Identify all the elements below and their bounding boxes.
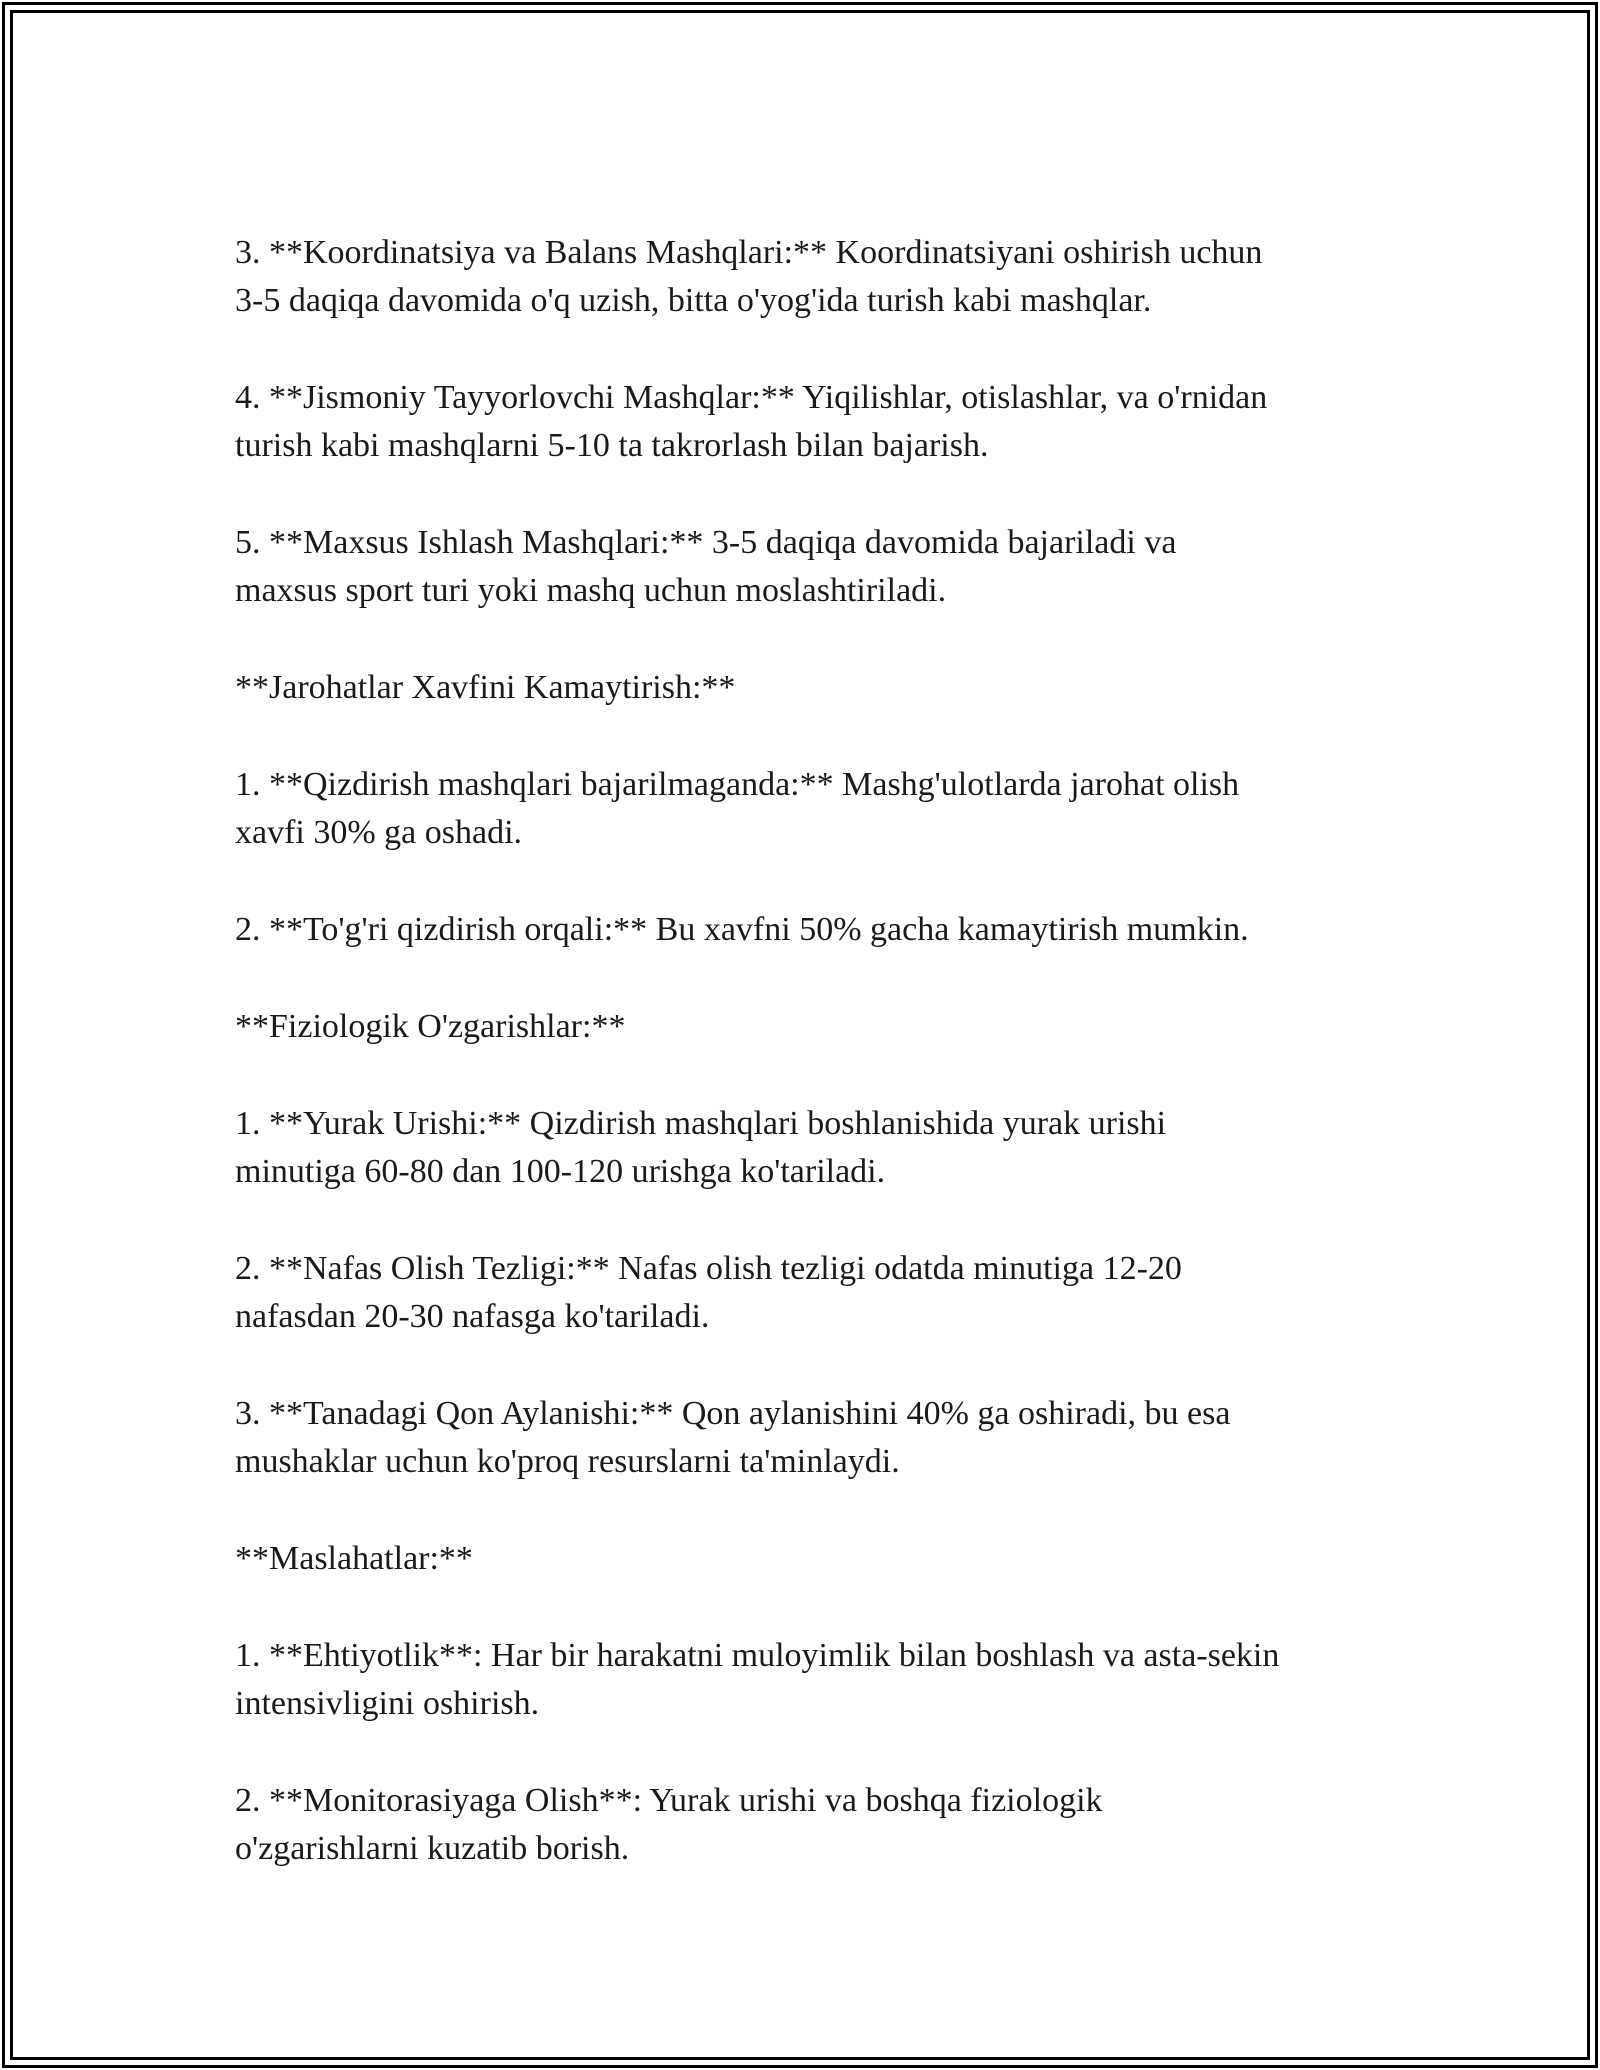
heading-injury-risk: **Jarohatlar Xavfini Kamaytirish:** <box>235 669 736 706</box>
heading-physiological-changes: **Fiziologik O'zgarishlar:** <box>235 1008 626 1045</box>
heading-advice: **Maslahatlar:** <box>235 1540 473 1577</box>
paragraph-heart-rate: 1. **Yurak Urishi:** Qizdirish mashqlari boshlanishida yurak urishi minutiga 60-80 dan 100-120 urishga ko'tariladi. <box>235 1105 1167 1190</box>
paragraph-special-exercises: 5. **Maxsus Ishlash Mashqlari:** 3-5 daqiqa davomida bajariladi va maxsus sport turi yoki mashq uchun moslashtiriladi. <box>235 524 1177 609</box>
paragraph-physical-preparation: 4. **Jismoniy Tayyorlovchi Mashqlar:** Yiqilishlar, otislashlar, va o'rnidan turish kabi mashqlarni 5-10 ta takrorlash bilan bajarish. <box>235 379 1268 464</box>
paragraph-correct-warmup: 2. **To'g'ri qizdirish orqali:** Bu xavfni 50% gacha kamaytirish mumkin. <box>235 911 1249 948</box>
paragraph-breathing-rate: 2. **Nafas Olish Tezligi:** Nafas olish tezligi odatda minutiga 12-20 nafasdan 20-30 nafasga ko'tariladi. <box>235 1250 1182 1335</box>
paragraph-caution: 1. **Ehtiyotlik**: Har bir harakatni muloyimlik bilan boshlash va asta-sekin intensivligini oshirish. <box>235 1637 1280 1722</box>
paragraph-blood-circulation: 3. **Tanadagi Qon Aylanishi:** Qon aylanishini 40% ga oshiradi, bu esa mushaklar uchun ko'proq resurslarni ta'minlaydi. <box>235 1395 1231 1480</box>
paragraph-no-warmup-risk: 1. **Qizdirish mashqlari bajarilmaganda:** Mashg'ulotlarda jarohat olish xavfi 30% ga oshadi. <box>235 766 1240 851</box>
paragraph-monitoring: 2. **Monitorasiyaga Olish**: Yurak urishi va boshqa fiziologik o'zgarishlarni kuzatib borish. <box>235 1782 1103 1867</box>
paragraph-coordination-exercises: 3. **Koordinatsiya va Balans Mashqlari:** Koordinatsiyani oshirish uchun 3-5 daqiqa davomida o'q uzish, bitta o'yog'ida turish kabi mashqlar. <box>235 234 1263 319</box>
document-body <box>235 229 1375 1873</box>
